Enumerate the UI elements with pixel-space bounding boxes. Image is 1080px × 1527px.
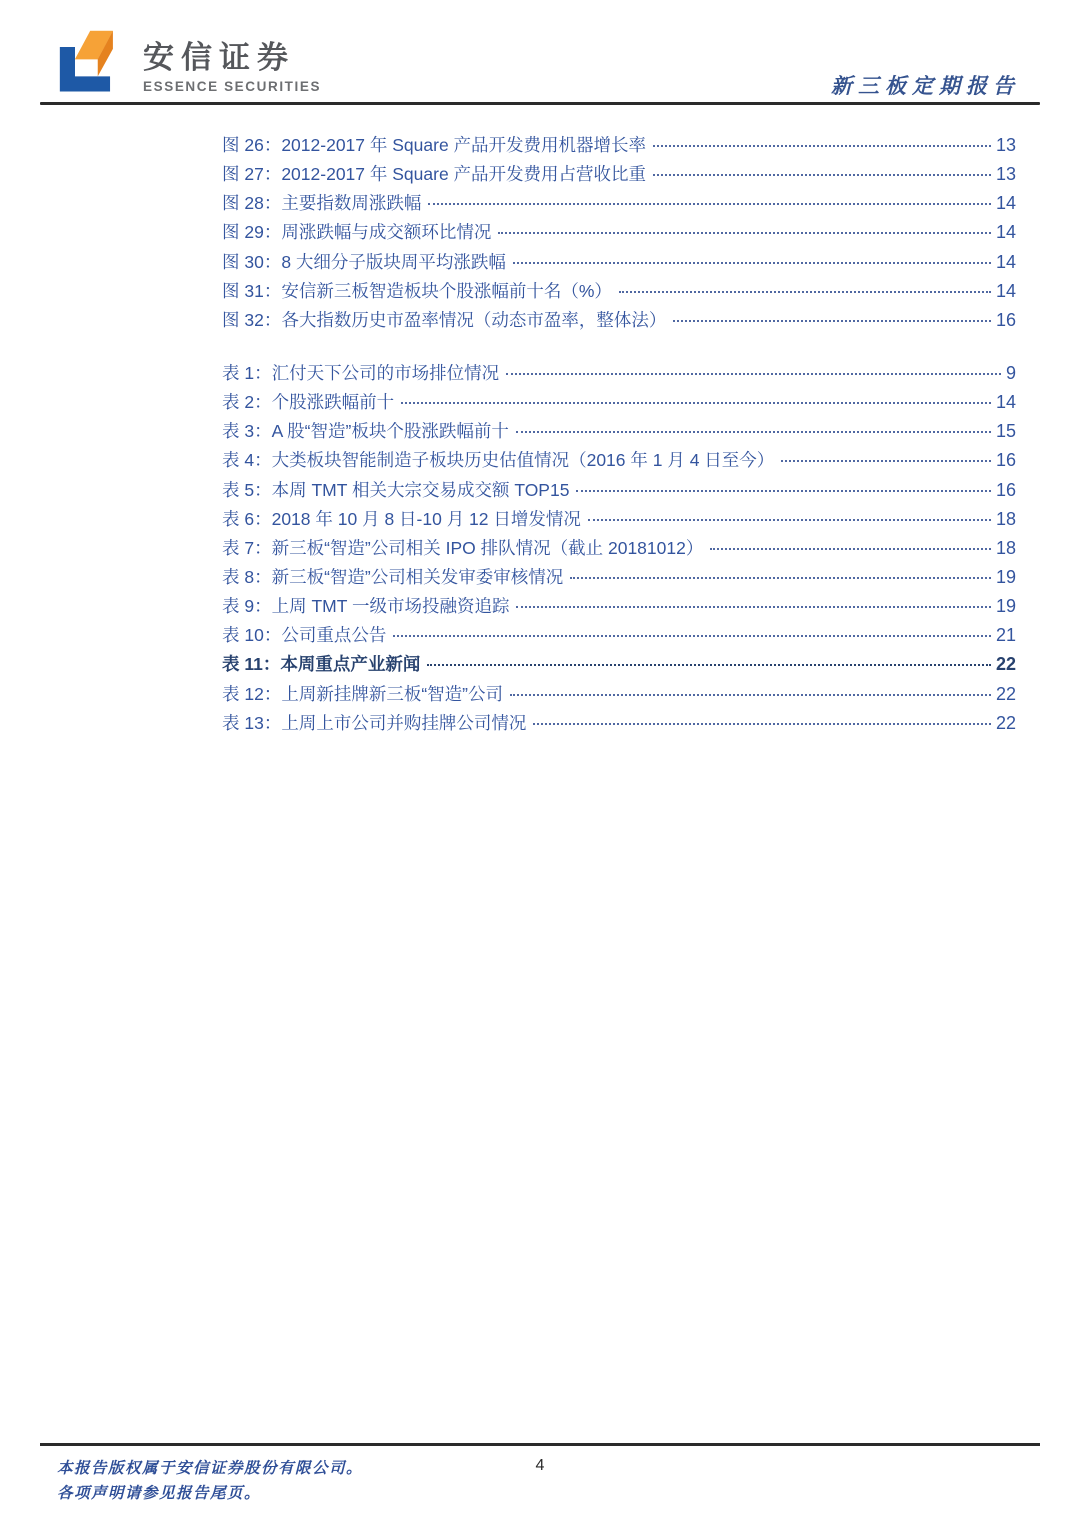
toc-entry[interactable] — [222, 189, 1016, 218]
toc-entry-page-number: 9 — [1005, 362, 1016, 383]
logo-chinese-name: 安信证券 — [143, 40, 295, 75]
toc-dot-leader — [401, 402, 991, 404]
toc-entry[interactable] — [222, 680, 1016, 709]
toc-dot-leader — [576, 490, 991, 492]
toc-entry-page-number: 15 — [995, 421, 1016, 442]
toc-entry[interactable] — [222, 417, 1016, 446]
toc-entry-page-number: 18 — [995, 537, 1016, 558]
toc-entry-page-number: 16 — [995, 309, 1016, 330]
toc-dot-leader — [653, 145, 991, 147]
essence-securities-logo — [57, 28, 321, 100]
toc-entry-page-number: 16 — [995, 479, 1016, 500]
toc-dot-leader — [673, 320, 991, 322]
toc-entry-page-number: 22 — [995, 683, 1016, 704]
toc-entry[interactable] — [222, 359, 1016, 388]
toc-entry[interactable] — [222, 650, 1016, 679]
toc-dot-leader — [427, 664, 991, 666]
toc-entry-page-number: 13 — [995, 164, 1016, 185]
toc-dot-leader — [653, 174, 991, 176]
toc-entry-label: 表 8：新三板“智造”公司相关发审委审核情况 — [222, 566, 564, 587]
toc-entry-label: 表 13：上周上市公司并购挂牌公司情况 — [222, 712, 527, 733]
toc-dot-leader — [781, 460, 991, 462]
toc-entry-page-number: 16 — [995, 450, 1016, 471]
table-of-contents — [222, 131, 1016, 738]
toc-entry[interactable] — [222, 505, 1016, 534]
toc-dot-leader — [516, 431, 991, 433]
toc-entry-label: 表 2：个股涨跌幅前十 — [222, 392, 395, 413]
logo-english-name: ESSENCE SECURITIES — [143, 78, 322, 94]
toc-entry-page-number: 14 — [995, 222, 1016, 243]
toc-dot-leader — [533, 723, 991, 725]
toc-entry-page-number: 19 — [995, 566, 1016, 587]
toc-entry-label: 图 27：2012-2017 年 Square 产品开发费用占营收比重 — [222, 164, 647, 185]
toc-entry-page-number: 19 — [995, 596, 1016, 617]
toc-entry-page-number: 18 — [995, 508, 1016, 529]
toc-dot-leader — [498, 232, 991, 234]
toc-tables-list — [222, 359, 1016, 738]
header-divider-rule — [40, 102, 1040, 105]
toc-entry-label: 表 12：上周新挂牌新三板“智造”公司 — [222, 683, 503, 704]
toc-entry[interactable] — [222, 446, 1016, 475]
footer-statement-line: 各项声明请参见报告尾页。 — [57, 1485, 262, 1502]
toc-dot-leader — [506, 373, 1001, 375]
toc-entry-page-number: 13 — [995, 135, 1016, 155]
toc-entry[interactable] — [222, 534, 1016, 563]
toc-entry[interactable] — [222, 563, 1016, 592]
page-header — [57, 26, 1040, 102]
toc-entry-page-number: 14 — [995, 251, 1016, 272]
toc-entry-label: 表 7：新三板“智造”公司相关 IPO 排队情况（截止 20181012） — [222, 537, 704, 558]
toc-entry-page-number: 14 — [995, 280, 1016, 301]
toc-dot-leader — [513, 262, 991, 264]
toc-entry-label: 图 31：安信新三板智造板块个股涨幅前十名（%） — [222, 280, 612, 301]
toc-dot-leader — [428, 203, 991, 205]
toc-entry-page-number: 14 — [995, 392, 1016, 413]
toc-entry[interactable] — [222, 388, 1016, 417]
toc-entry[interactable] — [222, 306, 1016, 335]
toc-entry-label: 表 5：本周 TMT 相关大宗交易成交额 TOP15 — [222, 479, 570, 500]
toc-entry-page-number: 22 — [995, 712, 1016, 733]
toc-entry-label: 图 26：2012-2017 年 Square 产品开发费用机器增长率 — [222, 135, 647, 155]
toc-entry[interactable] — [222, 476, 1016, 505]
toc-dot-leader — [619, 291, 991, 293]
toc-dot-leader — [393, 635, 991, 637]
toc-dot-leader — [516, 606, 991, 608]
report-type-label: 新三板定期报告 — [831, 74, 1020, 98]
logo-text-block — [143, 28, 321, 94]
toc-dot-leader — [710, 548, 991, 550]
toc-entry-label: 图 28：主要指数周涨跌幅 — [222, 193, 422, 214]
toc-entry-label: 表 10：公司重点公告 — [222, 625, 387, 646]
toc-entry-label: 表 9：上周 TMT 一级市场投融资追踪 — [222, 596, 510, 617]
logo-cube-icon — [57, 28, 129, 100]
toc-entry[interactable] — [222, 248, 1016, 277]
toc-entry-label: 表 6：2018 年 10 月 8 日-10 月 12 日增发情况 — [222, 508, 581, 529]
toc-entry-page-number: 21 — [995, 625, 1016, 646]
toc-entry[interactable] — [222, 709, 1016, 738]
toc-entry[interactable] — [222, 131, 1016, 160]
toc-entry-label: 表 11：本周重点产业新闻 — [222, 654, 421, 675]
toc-entry-label: 图 30：8 大细分子版块周平均涨跌幅 — [222, 251, 506, 272]
toc-entry-label: 图 29：周涨跌幅与成交额环比情况 — [222, 222, 492, 243]
toc-dot-leader — [510, 694, 991, 696]
toc-entry-label: 表 1：汇付天下公司的市场排位情况 — [222, 362, 500, 383]
toc-entry[interactable] — [222, 160, 1016, 189]
footer-page-number: 4 — [535, 1457, 545, 1474]
toc-entry-page-number: 14 — [995, 193, 1016, 214]
toc-entry-label: 图 32：各大指数历史市盈率情况（动态市盈率，整体法） — [222, 309, 667, 330]
footer-copyright-line: 本报告版权属于安信证券股份有限公司。 — [57, 1460, 364, 1477]
toc-figures-list — [222, 131, 1016, 335]
footer-divider-rule — [40, 1443, 1040, 1446]
toc-entry-label: 表 3：A 股“智造”板块个股涨跌幅前十 — [222, 421, 509, 442]
toc-entry-page-number: 22 — [995, 654, 1016, 675]
toc-dot-leader — [570, 577, 991, 579]
toc-entry[interactable] — [222, 218, 1016, 247]
toc-entry[interactable] — [222, 277, 1016, 306]
toc-entry[interactable] — [222, 592, 1016, 621]
toc-entry-label: 表 4：大类板块智能制造子板块历史估值情况（2016 年 1 月 4 日至今） — [222, 450, 775, 471]
toc-dot-leader — [588, 519, 991, 521]
toc-entry[interactable] — [222, 621, 1016, 650]
